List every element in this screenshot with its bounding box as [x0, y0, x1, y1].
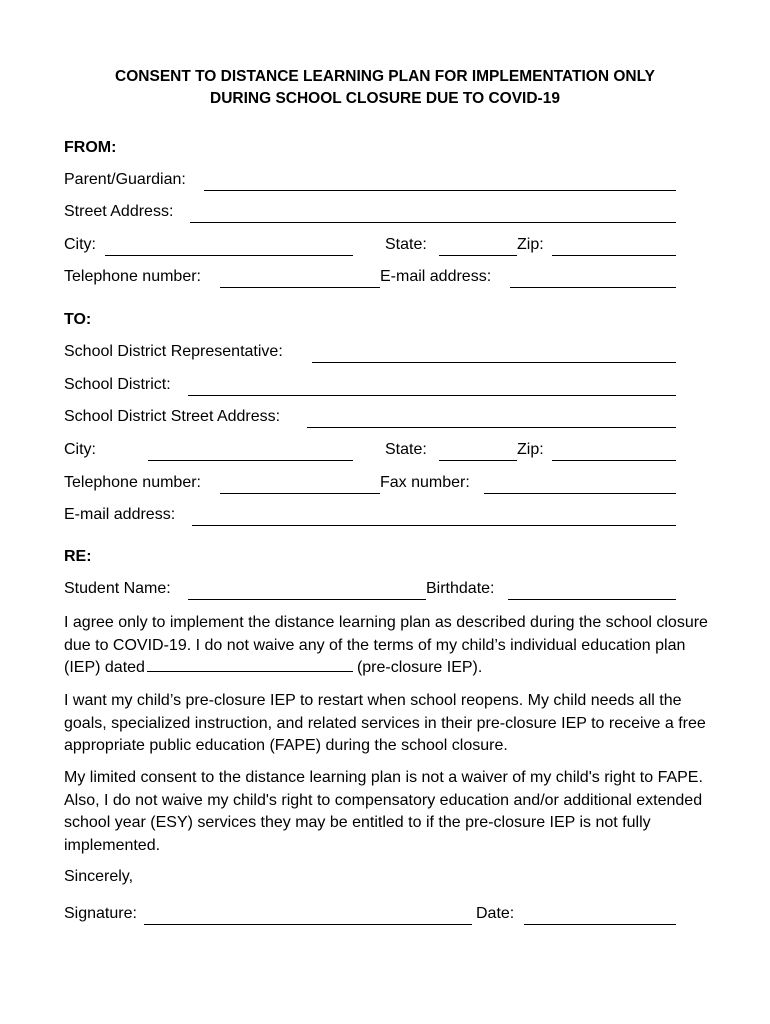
paragraph-limited-consent: My limited consent to the distance learning plan is not a waiver of my child's right to FAPE. Also, I do not waive my child's right to compensatory education and/or additional extended school year (ESY) services they may be entitled to if the pre-closure IEP is not fully implemented.: [64, 769, 703, 854]
from-zip-label: Zip:: [517, 236, 544, 253]
to-city-label: City:: [64, 441, 96, 458]
student-name-field[interactable]: [188, 599, 426, 600]
to-city-row: [64, 441, 676, 463]
to-fax-field[interactable]: [484, 493, 676, 494]
school-district-row: [64, 376, 676, 398]
sincerely-row: [64, 868, 676, 890]
document-title: [0, 66, 770, 110]
from-city-row: [64, 236, 676, 258]
to-zip-label: Zip:: [517, 441, 544, 458]
re-heading: RE:: [64, 548, 92, 565]
parent-guardian-row: [64, 171, 676, 193]
school-district-label: School District:: [64, 376, 171, 393]
from-phone-email-row: [64, 268, 676, 290]
paragraph-agreement: [64, 612, 714, 680]
from-heading: FROM:: [64, 139, 117, 156]
to-email-field[interactable]: [192, 525, 676, 526]
from-email-field[interactable]: [510, 287, 676, 288]
from-city-field[interactable]: [105, 255, 353, 256]
to-email-label: E-mail address:: [64, 506, 176, 523]
district-street-label: School District Street Address:: [64, 408, 281, 425]
birthdate-field[interactable]: [508, 599, 676, 600]
to-state-field[interactable]: [439, 460, 517, 461]
parent-guardian-label: Parent/Guardian:: [64, 171, 186, 188]
district-rep-field[interactable]: [312, 362, 676, 363]
signature-row: [64, 905, 676, 927]
to-fax-label: Fax number:: [380, 474, 470, 491]
district-rep-row: [64, 343, 676, 365]
date-label: Date:: [476, 905, 515, 922]
signature-label: Signature:: [64, 905, 137, 922]
paragraph-agreement-end: (pre-closure IEP).: [356, 659, 483, 676]
paragraph-agreement-text: I agree only to implement the distance learning plan as described during the school closure due to COVID-19. I do not waive any of the terms of my child’s individual education plan (IEP) dated: [64, 614, 708, 676]
title-line-1: CONSENT TO DISTANCE LEARNING PLAN FOR IMPLEMENTATION ONLY: [115, 68, 655, 85]
paragraph-restart: I want my child’s pre-closure IEP to restart when school reopens. My child needs all the goals, specialized instruction, and related services in their pre-closure IEP to receive a free appropriate public education (FAPE) during the school closure.: [64, 692, 706, 754]
iep-date-field[interactable]: [147, 657, 353, 672]
school-district-field[interactable]: [188, 395, 676, 396]
street-address-row: [64, 203, 676, 225]
signature-field[interactable]: [144, 924, 472, 925]
birthdate-label: Birthdate:: [426, 580, 495, 597]
street-address-field[interactable]: [190, 222, 676, 223]
to-phone-label: Telephone number:: [64, 474, 201, 491]
to-zip-field[interactable]: [552, 460, 676, 461]
parent-guardian-field[interactable]: [204, 190, 676, 191]
from-email-label: E-mail address:: [380, 268, 492, 285]
sincerely-text: Sincerely,: [64, 868, 134, 885]
date-field[interactable]: [524, 924, 676, 925]
student-name-label: Student Name:: [64, 580, 171, 597]
from-city-label: City:: [64, 236, 96, 253]
to-city-field[interactable]: [148, 460, 353, 461]
district-street-row: [64, 408, 676, 430]
to-phone-fax-row: [64, 474, 676, 496]
from-zip-field[interactable]: [552, 255, 676, 256]
from-phone-field[interactable]: [220, 287, 380, 288]
district-rep-label: School District Representative:: [64, 343, 283, 360]
to-state-label: State:: [385, 441, 427, 458]
to-phone-field[interactable]: [220, 493, 380, 494]
street-address-label: Street Address:: [64, 203, 174, 220]
from-state-field[interactable]: [439, 255, 517, 256]
from-state-label: State:: [385, 236, 427, 253]
title-line-2: DURING SCHOOL CLOSURE DUE TO COVID-19: [210, 90, 560, 107]
from-phone-label: Telephone number:: [64, 268, 201, 285]
district-street-field[interactable]: [307, 427, 676, 428]
student-row: [64, 580, 676, 602]
to-heading: TO:: [64, 311, 92, 328]
to-email-row: [64, 506, 676, 528]
